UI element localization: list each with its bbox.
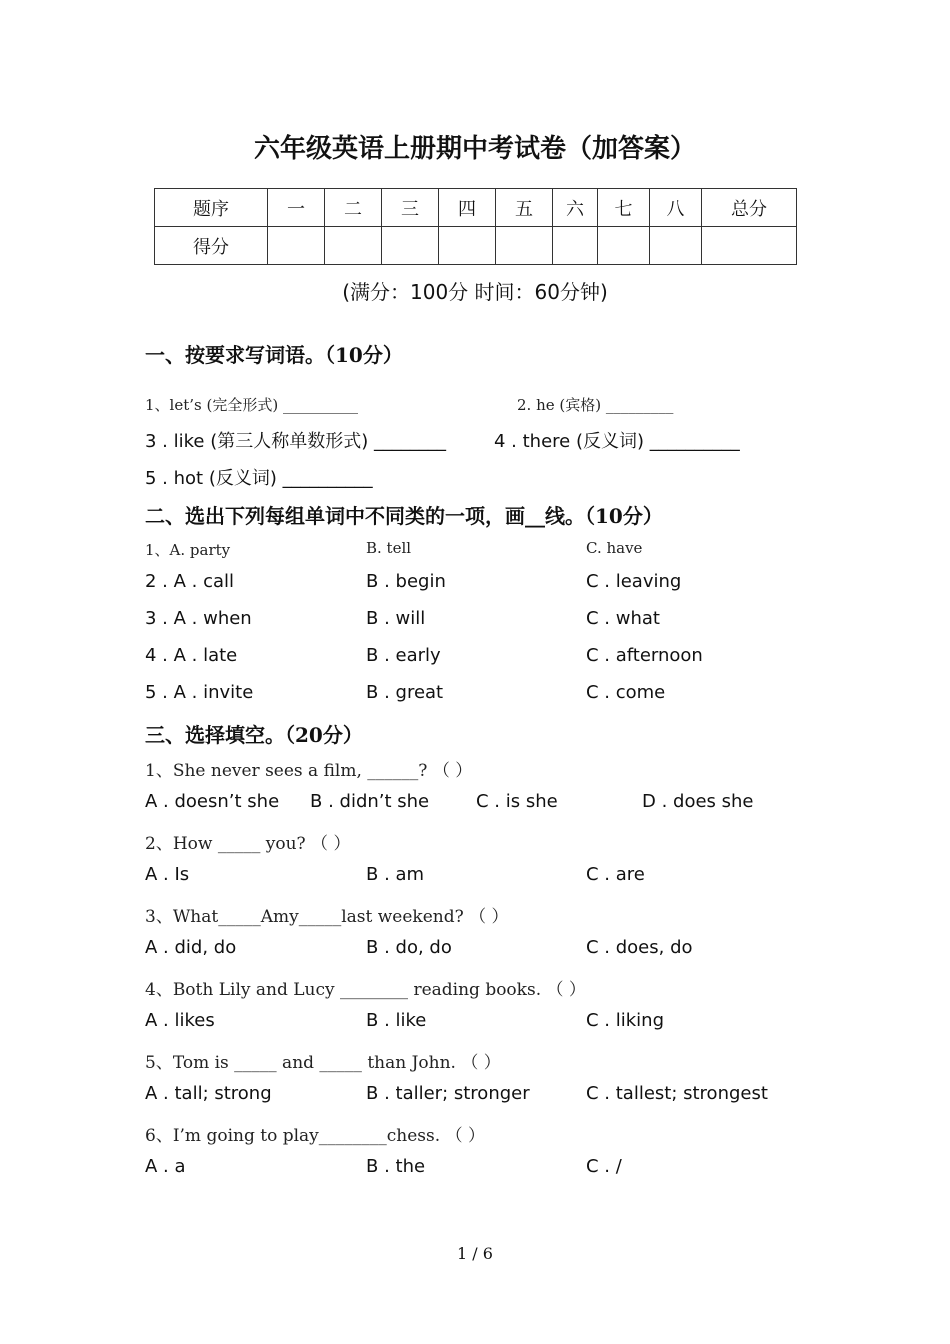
s2-row-3-c: C . what [586,608,660,629]
s3-question-5: 5、Tom is _____ and _____ than John. （ ） [145,1053,501,1073]
s3-q2-option-b: B . am [366,864,425,885]
s2-row-3-a: 3 . A . when [145,608,252,629]
exam-meta: (满分：100分 时间：60分钟) [342,280,608,304]
header-cell: 六 [553,189,598,227]
s1-question-5: 5 . hot (反义词) __________ [145,468,373,489]
header-cell: 二 [325,189,382,227]
section2-heading-post: 线。（10分） [545,504,663,528]
s2-row-1-a: 1、A. party [145,541,231,559]
s1-question-4: 4 . there (反义词) __________ [494,431,740,452]
s2-row-1-c: C. have [586,539,643,557]
score-cell[interactable] [702,227,797,265]
header-cell: 四 [439,189,496,227]
s3-q4-option-a: A . likes [145,1010,215,1031]
score-cell[interactable] [382,227,439,265]
header-cell: 七 [598,189,650,227]
s3-q5-option-a: A . tall; strong [145,1083,272,1104]
s3-question-2: 2、How _____ you? （ ） [145,834,351,854]
s3-q3-option-b: B . do, do [366,937,452,958]
s3-q6-option-a: A . a [145,1156,186,1177]
s3-question-1: 1、She never sees a film, ______? （ ） [145,761,473,781]
s2-row-2-c: C . leaving [586,571,682,592]
s2-row-2-b: B . begin [366,571,446,592]
s3-q2-option-a: A . Is [145,864,190,885]
score-cell[interactable] [553,227,598,265]
header-cell: 五 [496,189,553,227]
s2-row-4-c: C . afternoon [586,645,703,666]
section2-heading-pre: 二、选出下列每组单词中不同类的一项，画 [145,504,525,528]
s3-q6-option-c: C . / [586,1156,622,1177]
s3-q1-option-d: D . does she [642,791,754,812]
s2-row-2-a: 2 . A . call [145,571,235,592]
s3-q3-option-c: C . does, do [586,937,693,958]
s3-question-4: 4、Both Lily and Lucy ________ reading books. （ ） [145,980,586,1000]
score-cell[interactable] [325,227,382,265]
score-table [154,188,797,265]
section1-heading: 一、按要求写词语。（10分） [145,343,403,367]
s3-q4-option-c: C . liking [586,1010,664,1031]
section2-heading-gap: __ [525,504,545,528]
header-cell: 三 [382,189,439,227]
s1-question-1: 1、let’s (完全形式) __________ [145,396,358,414]
page-title: 六年级英语上册期中考试卷（加答案） [253,134,696,164]
s2-row-5-c: C . come [586,682,666,703]
s2-row-5-b: B . great [366,682,444,703]
s2-row-4-a: 4 . A . late [145,645,238,666]
s3-q3-option-a: A . did, do [145,937,237,958]
score-cell[interactable] [496,227,553,265]
s3-q5-option-b: B . taller; stronger [366,1083,530,1104]
s2-row-5-a: 5 . A . invite [145,682,254,703]
s3-q6-option-b: B . the [366,1156,426,1177]
row-label: 得分 [155,227,268,265]
s3-q2-option-c: C . are [586,864,645,885]
score-cell[interactable] [650,227,702,265]
header-cell: 题序 [155,189,268,227]
header-cell: 一 [268,189,325,227]
score-cell[interactable] [598,227,650,265]
s2-row-3-b: B . will [366,608,426,629]
s3-question-6: 6、I’m going to play________chess. （ ） [145,1126,485,1146]
s3-q1-option-c: C . is she [476,791,558,812]
s3-question-3: 3、What_____Amy_____last weekend? （ ） [145,907,509,927]
s1-question-2: 2. he (宾格) _________ [517,396,674,414]
score-cell[interactable] [268,227,325,265]
s3-q4-option-b: B . like [366,1010,427,1031]
s3-q1-option-a: A . doesn’t she [145,791,280,812]
score-table-score-row [155,227,797,265]
section3-heading: 三、选择填空。（20分） [145,723,363,747]
score-table-header-row [155,189,797,227]
s2-row-4-b: B . early [366,645,441,666]
s3-q5-option-c: C . tallest; strongest [586,1083,768,1104]
s2-row-1-b: B. tell [366,539,412,557]
page-number: 1 / 6 [457,1244,493,1263]
section2-heading [145,500,663,529]
score-cell[interactable] [439,227,496,265]
s1-question-3: 3 . like (第三人称单数形式) ________ [145,431,446,452]
header-cell: 总分 [702,189,797,227]
s3-q1-option-b: B . didn’t she [310,791,430,812]
header-cell: 八 [650,189,702,227]
